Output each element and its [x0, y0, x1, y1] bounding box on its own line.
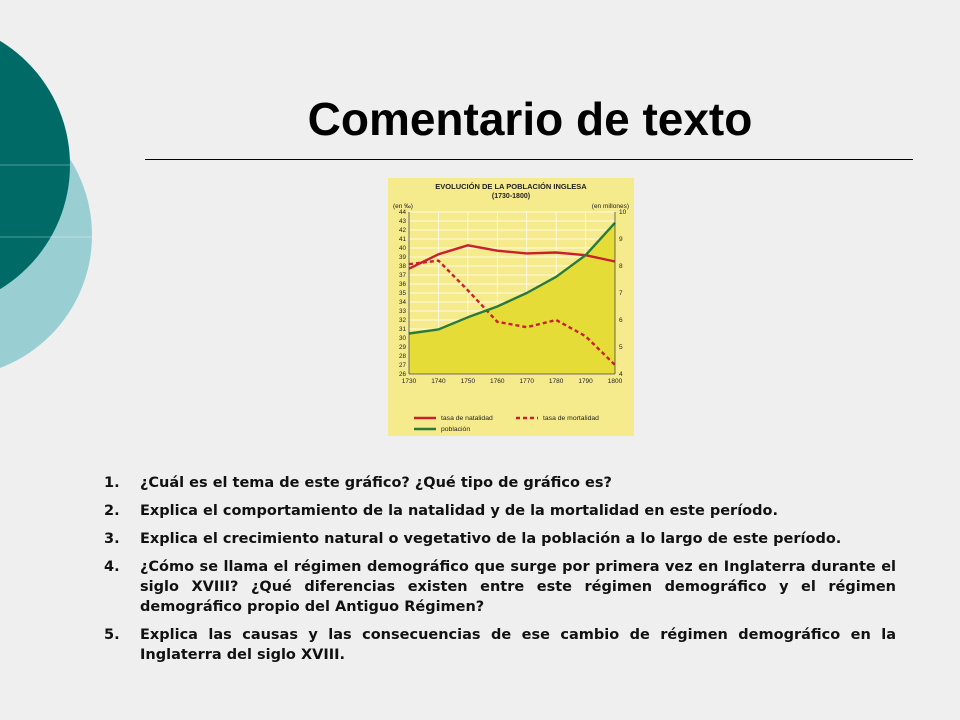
left-tick-label: 42	[398, 227, 406, 235]
right-tick-label: 6	[619, 317, 623, 325]
question-number: 1.	[104, 475, 120, 491]
x-tick-label: 1730	[401, 378, 417, 385]
right-axis-label: (en millones)	[591, 203, 629, 210]
left-tick-label: 27	[398, 362, 406, 370]
slide-title: Comentario de texto	[307, 93, 753, 145]
x-tick-label: 1780	[548, 378, 564, 385]
chart-title: EVOLUCIÓN DE LA POBLACIÓN INGLESA	[435, 182, 587, 191]
x-tick-label: 1740	[431, 378, 446, 385]
x-tick-label: 1770	[519, 378, 534, 385]
left-tick-label: 37	[398, 272, 406, 280]
left-tick-label: 34	[398, 299, 406, 307]
left-tick-label: 28	[398, 353, 406, 361]
right-tick-label: 9	[619, 236, 623, 244]
legend-label: población	[441, 426, 471, 433]
left-tick-label: 32	[398, 317, 406, 325]
left-tick-label: 30	[398, 335, 406, 343]
left-tick-label: 41	[398, 236, 406, 244]
left-tick-label: 36	[398, 281, 406, 289]
left-tick-label: 43	[398, 218, 406, 226]
question-text: ¿Cómo se llama el régimen demográfico que surge por primera vez en Inglaterra durante el siglo XVIII? ¿Qué diferencias existen entre este régimen demográfico y el régimen demográfico propio del Antiguo Régimen?	[140, 559, 896, 615]
right-tick-label: 4	[619, 371, 623, 379]
right-tick-label: 7	[619, 290, 623, 298]
question-item	[104, 501, 896, 521]
right-tick-label: 10	[619, 209, 627, 217]
x-tick-label: 1800	[607, 378, 623, 385]
question-item	[104, 557, 896, 617]
title-divider	[145, 159, 913, 160]
left-tick-label: 38	[398, 263, 406, 271]
x-tick-label: 1760	[490, 378, 505, 385]
left-tick-label: 29	[398, 344, 406, 352]
question-number: 2.	[104, 503, 120, 519]
right-tick-label: 8	[619, 263, 623, 271]
left-tick-label: 39	[398, 254, 406, 262]
decorative-circles	[0, 0, 100, 380]
question-item	[104, 529, 896, 549]
left-tick-label: 44	[398, 209, 406, 217]
chart-subtitle: (1730-1800)	[491, 193, 531, 200]
legend-label: tasa de mortalidad	[543, 415, 599, 422]
question-text: Explica el comportamiento de la natalidad y de la mortalidad en este período.	[140, 503, 778, 519]
left-tick-label: 26	[398, 371, 406, 379]
x-tick-label: 1790	[578, 378, 593, 385]
question-number: 3.	[104, 531, 120, 547]
population-chart	[388, 178, 634, 436]
left-tick-label: 33	[398, 308, 406, 316]
right-tick-label: 5	[619, 344, 623, 352]
x-tick-label: 1750	[460, 378, 476, 385]
left-tick-label: 40	[398, 245, 406, 253]
question-number: 4.	[104, 559, 120, 575]
question-number: 5.	[104, 627, 120, 643]
question-text: ¿Cuál es el tema de este gráfico? ¿Qué tipo de gráfico es?	[140, 475, 612, 491]
question-item	[104, 473, 896, 493]
left-tick-label: 35	[398, 290, 406, 298]
left-tick-label: 31	[398, 326, 406, 334]
legend-label: tasa de natalidad	[441, 415, 493, 422]
question-text: Explica el crecimiento natural o vegetativo de la población a lo largo de este período.	[140, 531, 842, 547]
question-text: Explica las causas y las consecuencias de ese cambio de régimen demográfico en la Inglaterra del siglo XVIII.	[140, 627, 896, 663]
left-axis-label: (en ‰)	[393, 203, 413, 210]
question-list	[104, 473, 896, 673]
question-item	[104, 625, 896, 665]
